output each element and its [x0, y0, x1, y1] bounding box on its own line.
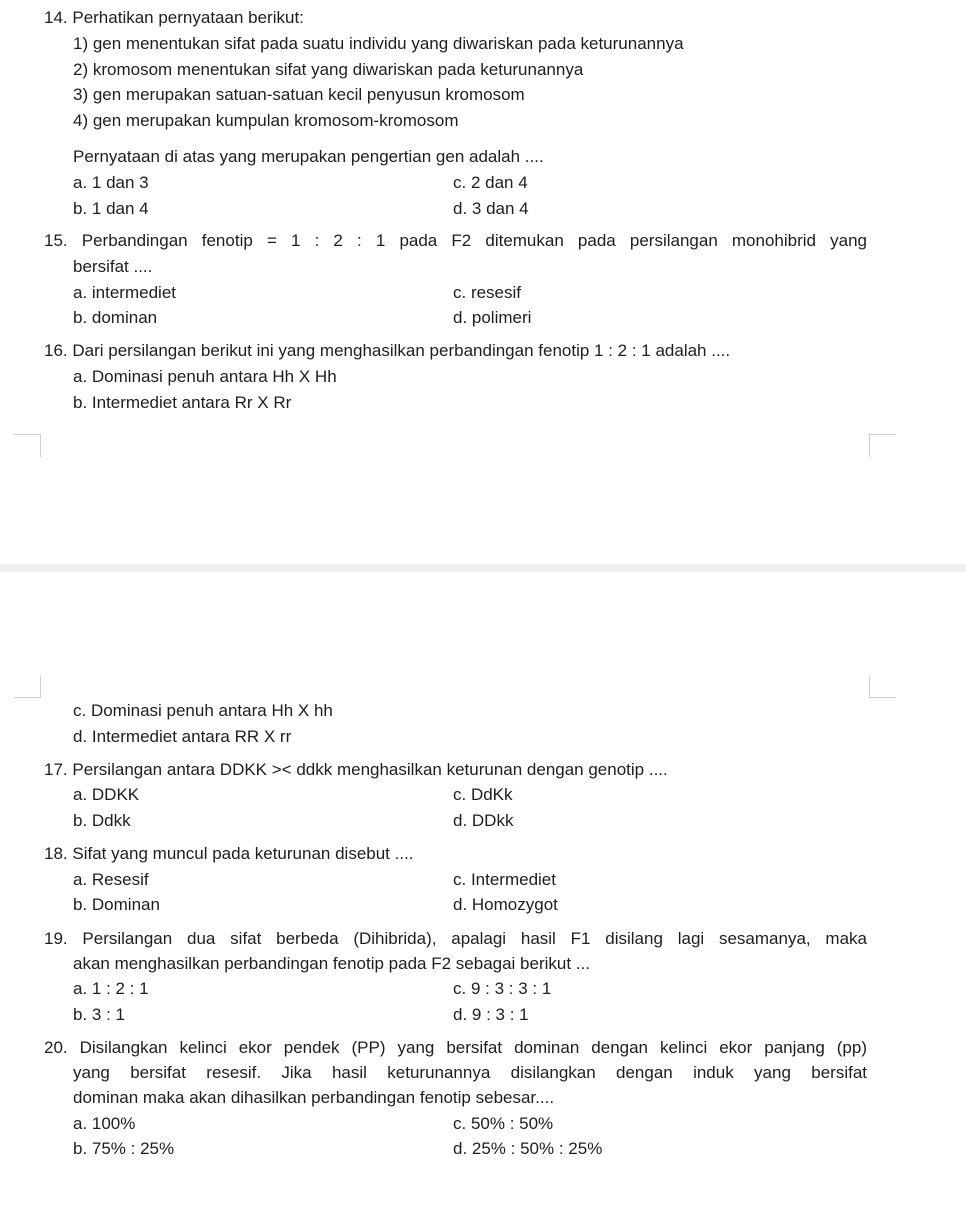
q15-option-a: a. intermediet [73, 283, 176, 302]
q15-option-d: d. polimeri [453, 308, 532, 327]
q14-option-c: c. 2 dan 4 [453, 173, 528, 192]
q16-option-a: a. Dominasi penuh antara Hh X Hh [73, 367, 337, 386]
crop-mark-bottom-left [14, 675, 41, 698]
q14-statement-3: 3) gen merupakan satuan-satuan kecil penyusun kromosom [73, 85, 525, 104]
q18-option-d: d. Homozygot [453, 895, 558, 914]
q16-heading: 16. Dari persilangan berikut ini yang menghasilkan perbandingan fenotip 1 : 2 : 1 adalah .... [44, 341, 731, 360]
crop-mark-top-right [869, 434, 896, 457]
q14-prompt: Pernyataan di atas yang merupakan pengertian gen adalah .... [73, 147, 544, 166]
crop-mark-top-left [14, 434, 41, 457]
q19-option-a: a. 1 : 2 : 1 [73, 979, 149, 998]
q14-statement-4: 4) gen merupakan kumpulan kromosom-kromosom [73, 111, 459, 130]
page-break-divider [0, 564, 966, 572]
q20-heading-cont-2: dominan maka akan dihasilkan perbandingan fenotip sebesar.... [73, 1088, 555, 1107]
q14-statement-1: 1) gen menentukan sifat pada suatu individu yang diwariskan pada keturunannya [73, 34, 684, 53]
q18-option-b: b. Dominan [73, 895, 160, 914]
q16-option-d: d. Intermediet antara RR X rr [73, 727, 292, 746]
q18-option-c: c. Intermediet [453, 870, 556, 889]
q19-option-b: b. 3 : 1 [73, 1005, 125, 1024]
q14-statement-2: 2) kromosom menentukan sifat yang diwariskan pada keturunannya [73, 60, 584, 79]
q18-option-a: a. Resesif [73, 870, 149, 889]
q14-heading: 14. Perhatikan pernyataan berikut: [44, 8, 304, 27]
q18-heading: 18. Sifat yang muncul pada keturunan disebut .... [44, 844, 414, 863]
q20-heading: 20. Disilangkan kelinci ekor pendek (PP) yang bersifat dominan dengan kelinci ekor panjang (pp) [44, 1038, 867, 1057]
q19-heading: 19. Persilangan dua sifat berbeda (Dihibrida), apalagi hasil F1 disilang lagi sesamanya, maka [44, 929, 867, 948]
q20-option-d: d. 25% : 50% : 25% [453, 1139, 603, 1158]
q17-option-c: c. DdKk [453, 785, 513, 804]
q15-heading-cont: bersifat .... [73, 257, 153, 276]
q19-heading-cont: akan menghasilkan perbandingan fenotip pada F2 sebagai berikut ... [73, 954, 590, 973]
q15-option-c: c. resesif [453, 283, 522, 302]
q14-option-d: d. 3 dan 4 [453, 199, 529, 218]
q19-option-d: d. 9 : 3 : 1 [453, 1005, 529, 1024]
q20-option-c: c. 50% : 50% [453, 1114, 554, 1133]
q17-option-a: a. DDKK [73, 785, 140, 804]
q14-option-b: b. 1 dan 4 [73, 199, 149, 218]
q16-option-b: b. Intermediet antara Rr X Rr [73, 393, 292, 412]
q20-option-b: b. 75% : 25% [73, 1139, 175, 1158]
q15-option-b: b. dominan [73, 308, 158, 327]
q14-option-a: a. 1 dan 3 [73, 173, 149, 192]
crop-mark-bottom-right [869, 675, 896, 698]
q17-option-b: b. Ddkk [73, 811, 131, 830]
q20-heading-cont-1: yang bersifat resesif. Jika hasil keturunannya disilangkan dengan induk yang bersifat [73, 1063, 867, 1082]
q17-heading: 17. Persilangan antara DDKK >< ddkk menghasilkan keturunan dengan genotip .... [44, 760, 668, 779]
q20-option-a: a. 100% [73, 1114, 136, 1133]
q15-heading: 15. Perbandingan fenotip = 1 : 2 : 1 pada F2 ditemukan pada persilangan monohibrid yang [44, 231, 867, 250]
q16-option-c: c. Dominasi penuh antara Hh X hh [73, 701, 333, 720]
q17-option-d: d. DDkk [453, 811, 514, 830]
q19-option-c: c. 9 : 3 : 3 : 1 [453, 979, 552, 998]
